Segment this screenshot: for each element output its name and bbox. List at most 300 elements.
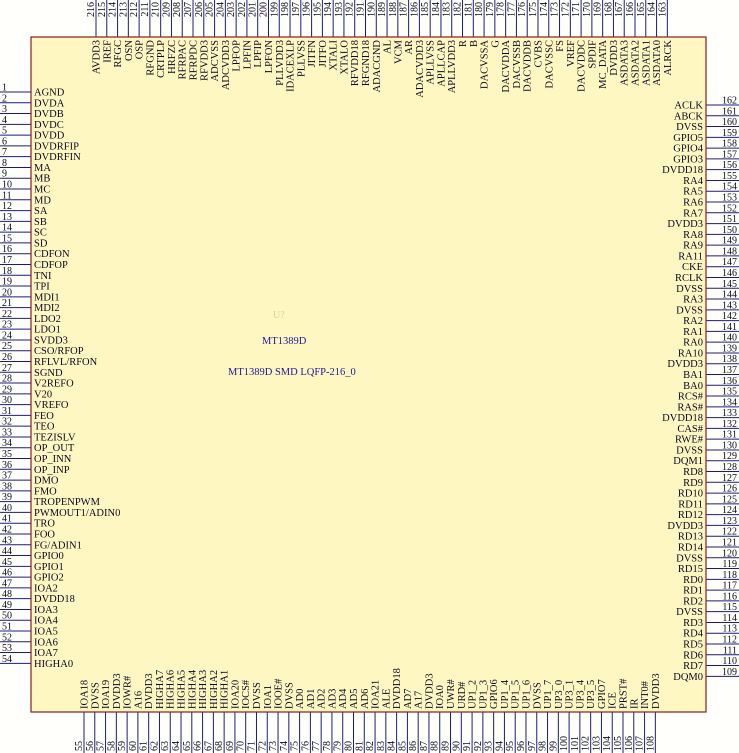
pin-name-top: CVBS <box>533 40 545 68</box>
pin-number-left: 23 <box>2 319 12 331</box>
pin-name-right: GPIO4 <box>673 143 703 155</box>
pin-name-top: IDACEXLP <box>285 40 297 92</box>
pin-name-bottom: IOA18 <box>79 679 91 709</box>
pin-name-bottom: DVDD3 <box>111 673 123 709</box>
pin-name-left: IOA4 <box>34 615 58 627</box>
pin-number-right: 134 <box>722 397 737 409</box>
pin-number-left: 4 <box>2 114 7 126</box>
component-title: MT1389D <box>262 336 307 347</box>
pin-number-top: 194 <box>323 2 335 17</box>
pin-number-right: 117 <box>722 580 737 592</box>
pin-name-bottom: UP1_4 <box>499 679 511 709</box>
pin-number-left: 11 <box>2 190 12 202</box>
pin-name-right: DQM1 <box>673 456 703 468</box>
pin-name-top: ALRCK <box>662 40 674 76</box>
pin-number-left: 24 <box>2 330 12 342</box>
pin-name-bottom: DVSS <box>90 682 102 709</box>
pin-number-right: 162 <box>722 95 737 107</box>
pin-number-right: 116 <box>722 591 737 603</box>
pin-name-top: IREF <box>102 40 114 63</box>
pin-number-bottom: 78 <box>321 741 333 751</box>
pin-name-bottom: IOA0 <box>435 685 447 709</box>
pin-number-right: 132 <box>722 418 737 430</box>
pin-name-top: RFGND <box>145 40 157 76</box>
pin-number-bottom: 107 <box>634 736 646 751</box>
pin-number-bottom: 93 <box>483 741 495 751</box>
pin-number-top: 190 <box>366 2 378 17</box>
pin-name-right: RD15 <box>677 564 703 576</box>
pin-name-bottom: PRST# <box>618 678 630 709</box>
pin-name-left: CDFOP <box>34 259 68 271</box>
pin-number-right: 143 <box>722 300 737 312</box>
pin-number-left: 28 <box>2 373 12 385</box>
pin-name-bottom: UP3_0 <box>553 679 565 709</box>
pin-name-left: TNI <box>34 270 52 282</box>
pin-number-top: 203 <box>226 2 238 17</box>
pin-name-top: JITFN <box>307 40 319 68</box>
pin-name-right: GPIO3 <box>673 154 703 166</box>
pin-number-bottom: 63 <box>160 741 172 751</box>
pin-number-left: 15 <box>2 233 12 245</box>
pin-number-right: 125 <box>722 494 737 506</box>
pin-name-right: RA7 <box>683 208 703 220</box>
pin-name-right: RD12 <box>677 510 703 522</box>
pin-name-top: RFRPAC <box>177 40 189 80</box>
pin-name-bottom: AD1 <box>305 688 317 709</box>
pin-name-top: ADACVDD3 <box>414 40 426 98</box>
pin-name-left: DVDD <box>34 130 65 142</box>
pin-name-bottom: DVDD3 <box>424 673 436 709</box>
pin-name-left: FEO <box>34 410 54 422</box>
pin-name-left: DVDA <box>34 98 65 110</box>
pin-name-bottom: DVDD18 <box>392 668 404 709</box>
pin-name-right: DVSS <box>676 607 703 619</box>
pin-number-right: 130 <box>722 440 737 452</box>
pin-name-left: MDI2 <box>34 303 60 315</box>
pin-name-left: AGND <box>34 87 65 99</box>
pin-name-bottom: A17 <box>413 690 425 709</box>
pin-name-bottom: UP3_5 <box>586 679 598 709</box>
pin-name-right: RA9 <box>683 240 703 252</box>
pin-name-left: TROPENPWM <box>34 497 100 509</box>
pin-name-left: SA <box>34 206 48 218</box>
pin-name-top: OSN <box>123 40 135 62</box>
pin-number-right: 147 <box>722 257 737 269</box>
pin-name-top: XTALI <box>328 40 340 71</box>
pin-name-top: PLLVDD3 <box>274 40 286 86</box>
pin-name-left: PWMOUT1/ADIN0 <box>34 507 121 519</box>
pin-number-bottom: 55 <box>74 741 85 751</box>
pin-name-left: CDFON <box>34 249 70 261</box>
pin-name-right: RD3 <box>683 617 703 629</box>
pin-name-right: DVSS <box>676 305 703 317</box>
pin-number-top: 208 <box>172 2 184 17</box>
pin-number-left: 5 <box>2 125 7 137</box>
pin-number-right: 161 <box>722 106 737 118</box>
pin-number-left: 20 <box>2 287 12 299</box>
pin-name-left: GPIO0 <box>34 551 64 563</box>
pin-number-top: 163 <box>657 2 669 17</box>
pin-name-left: HIGHA0 <box>34 658 74 670</box>
pin-number-bottom: 103 <box>591 736 603 751</box>
pin-name-bottom: UP1_2 <box>467 679 479 709</box>
pin-name-right: CKE <box>682 262 703 274</box>
pin-number-right: 111 <box>722 645 737 657</box>
pin-number-top: 204 <box>215 2 227 17</box>
pin-name-bottom: IOA1 <box>262 685 274 709</box>
pin-name-top: DACVSSA <box>479 39 491 90</box>
pin-number-left: 50 <box>2 610 12 622</box>
pin-number-top: 185 <box>420 2 432 17</box>
ref-designator: U? <box>273 310 285 321</box>
pin-number-bottom: 88 <box>429 741 441 751</box>
pin-number-bottom: 87 <box>418 741 430 751</box>
pin-number-top: 188 <box>387 2 399 17</box>
pin-name-left: DVDRFIP <box>34 141 79 153</box>
pin-name-left: FG/ADIN1 <box>34 540 82 552</box>
pin-number-right: 145 <box>722 278 737 290</box>
pin-number-right: 136 <box>722 375 737 387</box>
pin-number-left: 21 <box>2 298 12 310</box>
pin-name-bottom: UP3_1 <box>564 679 576 709</box>
pin-name-right: RA2 <box>683 316 703 328</box>
pin-name-right: RA10 <box>677 348 703 360</box>
pin-number-top: 177 <box>506 2 518 17</box>
pin-name-left: OP_INP <box>34 464 70 476</box>
pin-number-bottom: 106 <box>623 736 635 751</box>
pin-name-bottom: AD6 <box>359 688 371 709</box>
pin-name-bottom: DVDD3 <box>144 673 156 709</box>
pin-number-top: 206 <box>193 2 205 17</box>
pin-name-bottom: URD# <box>456 681 468 709</box>
pin-name-right: RA6 <box>683 197 703 209</box>
pin-number-left: 34 <box>2 438 12 450</box>
pin-number-left: 43 <box>2 535 12 547</box>
pin-number-bottom: 60 <box>127 741 139 751</box>
pin-name-bottom: HIGHA1 <box>219 669 231 709</box>
pin-number-left: 14 <box>2 222 12 234</box>
pin-name-top: RFVDD3 <box>199 40 211 81</box>
pin-name-left: IOA6 <box>34 637 58 649</box>
pin-number-top: 200 <box>258 2 270 17</box>
pin-number-right: 144 <box>722 289 737 301</box>
pin-name-bottom: AD0 <box>295 688 307 709</box>
pin-name-right: RA3 <box>683 294 703 306</box>
pin-name-top: FS <box>555 40 567 52</box>
pin-number-top: 191 <box>355 2 367 17</box>
pin-number-bottom: 68 <box>214 741 226 751</box>
pin-number-bottom: 96 <box>515 741 527 751</box>
pin-number-left: 25 <box>2 341 12 353</box>
pin-number-top: 168 <box>603 2 615 17</box>
pin-name-right: DQM0 <box>673 671 703 683</box>
pin-number-top: 184 <box>430 2 442 17</box>
pin-name-right: RCS# <box>677 391 703 403</box>
pin-number-top: 210 <box>150 2 162 17</box>
pin-number-top: 189 <box>377 2 389 17</box>
pin-name-right: RA0 <box>683 337 703 349</box>
pin-number-bottom: 81 <box>354 741 366 751</box>
pin-name-top: ASDATA0 <box>652 40 664 86</box>
pin-number-left: 33 <box>2 427 12 439</box>
pin-name-bottom: DVSS <box>284 682 296 709</box>
pin-number-top: 173 <box>549 2 561 17</box>
pin-number-left: 31 <box>2 405 12 417</box>
pin-number-left: 38 <box>2 481 12 493</box>
pin-number-top: 212 <box>129 2 141 17</box>
pin-name-bottom: UP1_6 <box>521 679 533 709</box>
pin-name-left: IOA3 <box>34 604 58 616</box>
pin-number-top: 167 <box>614 2 626 17</box>
pin-name-left: MB <box>34 173 51 185</box>
pin-number-right: 138 <box>722 354 737 366</box>
pin-number-top: 211 <box>139 2 151 17</box>
pin-number-left: 27 <box>2 362 12 374</box>
pin-number-right: 160 <box>722 117 737 129</box>
pin-name-right: RA1 <box>683 326 703 338</box>
pin-name-left: IOA2 <box>34 583 58 595</box>
pin-name-right: RA4 <box>683 175 703 187</box>
pin-name-bottom: AD2 <box>316 688 328 709</box>
pin-number-bottom: 92 <box>472 741 484 751</box>
pin-number-bottom: 99 <box>548 741 560 751</box>
pin-name-right: RD5 <box>683 639 703 651</box>
pin-name-bottom: UP1_3 <box>478 679 490 709</box>
pin-name-right: RD1 <box>683 585 703 597</box>
pin-number-right: 150 <box>722 224 737 236</box>
pin-number-left: 44 <box>2 546 12 558</box>
pin-name-right: RD13 <box>677 531 703 543</box>
pin-name-bottom: IOA21 <box>370 679 382 709</box>
pin-number-top: 176 <box>517 2 529 17</box>
pin-number-left: 54 <box>2 653 12 665</box>
pin-name-bottom: AD5 <box>349 688 360 709</box>
pin-name-left: SD <box>34 238 48 250</box>
pin-number-top: 193 <box>333 2 345 17</box>
pin-number-right: 151 <box>722 214 737 226</box>
pin-number-top: 197 <box>290 2 302 17</box>
pin-name-right: RD11 <box>678 499 703 511</box>
pin-number-bottom: 91 <box>462 741 474 751</box>
pin-number-left: 22 <box>2 308 12 320</box>
pin-number-left: 26 <box>2 352 12 363</box>
pin-number-left: 9 <box>2 168 7 180</box>
pin-name-top: VCM <box>393 40 405 64</box>
pin-number-bottom: 79 <box>332 741 344 751</box>
pin-number-right: 140 <box>722 332 737 344</box>
pin-number-bottom: 89 <box>440 741 452 751</box>
pin-name-bottom: DVDD3 <box>650 673 662 709</box>
pin-name-bottom: IOWR# <box>122 675 134 709</box>
pin-name-right: BA0 <box>683 380 703 392</box>
pin-name-bottom: AD3 <box>327 688 339 709</box>
pin-number-right: 135 <box>722 386 737 398</box>
pin-name-top: LPFIN <box>242 39 254 70</box>
pin-name-right: DVDD3 <box>667 520 703 532</box>
pin-name-right: DVSS <box>676 122 703 134</box>
pin-name-left: DVDC <box>34 119 64 131</box>
pin-name-right: BA1 <box>683 370 703 381</box>
pin-name-left: IOA7 <box>34 648 58 660</box>
pin-number-right: 120 <box>722 548 737 560</box>
pin-name-bottom: HIGHA4 <box>187 669 199 709</box>
pin-number-right: 119 <box>722 559 737 571</box>
pin-number-right: 109 <box>722 666 737 678</box>
pin-number-right: 122 <box>722 526 737 538</box>
pin-name-left: FOO <box>34 529 56 541</box>
pin-number-bottom: 75 <box>289 741 301 751</box>
pin-name-bottom: ALE <box>381 688 393 709</box>
pin-name-left: FMO <box>34 486 57 498</box>
pin-number-right: 118 <box>722 569 737 581</box>
pin-name-top: RFVDD18 <box>350 40 362 87</box>
pin-number-top: 215 <box>96 2 108 17</box>
pin-name-left: V2REFO <box>34 378 74 390</box>
pin-name-left: DVDB <box>34 109 64 121</box>
pin-number-left: 52 <box>2 632 12 644</box>
pin-number-right: 156 <box>722 160 737 172</box>
pin-name-right: ABCK <box>673 111 703 123</box>
pin-number-bottom: 82 <box>365 741 377 751</box>
pin-number-right: 110 <box>722 656 737 668</box>
pin-name-right: GPIO5 <box>673 132 703 144</box>
pin-number-bottom: 57 <box>95 741 107 751</box>
pin-number-bottom: 108 <box>645 736 657 751</box>
pin-name-right: RWE# <box>675 434 703 446</box>
pin-number-top: 183 <box>441 2 453 17</box>
pin-number-bottom: 101 <box>569 736 581 751</box>
pin-number-bottom: 67 <box>203 741 215 751</box>
pin-number-right: 148 <box>722 246 737 258</box>
pin-number-right: 133 <box>722 408 737 420</box>
pin-name-top: MC_DATA <box>598 40 610 89</box>
pin-name-top: DACVSSC <box>544 40 556 89</box>
pin-name-left: TRO <box>34 518 55 530</box>
pin-name-left: MA <box>34 162 51 174</box>
pin-number-top: 198 <box>280 2 292 17</box>
pin-number-right: 152 <box>722 203 737 215</box>
pin-name-top: LPFIP <box>253 40 265 68</box>
pin-name-left: GPIO1 <box>34 561 64 573</box>
pin-number-bottom: 98 <box>537 741 549 751</box>
pin-number-left: 46 <box>2 567 12 579</box>
pin-number-top: 195 <box>312 2 324 17</box>
pin-number-right: 127 <box>722 472 737 484</box>
pin-name-left: VREFO <box>34 400 69 412</box>
pin-name-left: SVDD3 <box>34 335 68 347</box>
pin-name-left: V20 <box>34 389 53 401</box>
pin-name-left: SGND <box>34 367 63 379</box>
pin-name-right: DVSS <box>676 445 703 457</box>
pin-number-right: 142 <box>722 311 737 323</box>
pin-number-right: 154 <box>722 181 737 193</box>
pin-number-top: 182 <box>452 2 464 17</box>
pin-number-left: 19 <box>2 276 12 288</box>
pin-number-left: 40 <box>2 502 12 514</box>
pin-number-right: 131 <box>722 429 737 441</box>
pin-number-right: 139 <box>722 343 737 355</box>
pin-number-right: 153 <box>722 192 737 204</box>
pin-name-top: HRFZC <box>166 40 178 74</box>
pin-name-left: LDO1 <box>34 324 61 336</box>
pin-number-top: 175 <box>527 2 539 17</box>
pin-name-bottom: HIGHA7 <box>154 669 166 709</box>
pin-number-left: 18 <box>2 265 12 277</box>
pin-number-left: 7 <box>2 147 7 159</box>
pin-name-left: CSO/RFOP <box>34 346 84 358</box>
pin-number-bottom: 97 <box>526 741 538 751</box>
pin-number-right: 114 <box>722 612 737 624</box>
pin-number-left: 37 <box>2 470 12 482</box>
pin-number-right: 129 <box>722 451 737 463</box>
pin-number-bottom: 86 <box>408 741 420 751</box>
pin-number-top: 171 <box>571 2 583 17</box>
pin-name-left: SC <box>34 227 47 239</box>
pin-name-bottom: UWR# <box>446 679 458 709</box>
pin-number-bottom: 58 <box>106 741 118 751</box>
pin-name-right: DVDD3 <box>667 219 703 231</box>
pin-number-top: 202 <box>236 1 248 17</box>
pin-number-bottom: 71 <box>246 741 258 751</box>
pin-name-left: IOA5 <box>34 626 58 638</box>
pin-name-bottom: UP3_4 <box>575 679 587 709</box>
pin-name-top: JITFO <box>317 40 329 68</box>
pin-name-right: RD4 <box>683 628 703 640</box>
pin-number-left: 6 <box>2 136 7 148</box>
pin-number-top: 165 <box>635 2 647 17</box>
pin-name-right: RA11 <box>678 251 703 263</box>
pin-name-top: RFGND18 <box>361 40 372 87</box>
pin-name-top: APLLCAP <box>436 40 448 87</box>
pin-name-bottom: HIGHA6 <box>165 669 177 709</box>
pin-name-top: DVDD3 <box>608 40 620 76</box>
pin-number-left: 51 <box>2 621 12 633</box>
pin-number-top: 169 <box>592 2 604 17</box>
pin-number-bottom: 66 <box>192 741 204 751</box>
pin-name-top: ADCVSS <box>210 40 222 82</box>
pin-name-top: LPFOP <box>231 40 243 72</box>
pin-name-left: RFLVL/RFON <box>34 357 98 368</box>
pin-name-right: DVDD18 <box>662 165 703 177</box>
chip-body <box>31 37 706 712</box>
pin-name-right: ACLK <box>674 100 703 112</box>
pin-name-top: VREF <box>565 40 577 67</box>
pin-number-top: 181 <box>463 2 475 17</box>
pin-number-left: 47 <box>2 578 12 590</box>
pin-name-top: ASDATA1 <box>641 40 653 86</box>
pin-number-bottom: 69 <box>224 741 236 751</box>
pin-number-left: 8 <box>2 157 7 169</box>
pin-name-bottom: INT0# <box>640 681 652 709</box>
pin-name-bottom: A16 <box>133 690 145 709</box>
pin-name-bottom: IOA20 <box>230 679 242 709</box>
pin-name-top: ADACGND <box>371 40 383 93</box>
pin-number-bottom: 80 <box>343 741 355 751</box>
pin-number-left: 32 <box>2 416 12 428</box>
pin-name-top: AR <box>404 40 416 55</box>
pin-number-bottom: 62 <box>149 741 161 751</box>
pin-number-left: 48 <box>2 589 12 601</box>
pin-name-top: DACVDDC <box>576 40 588 92</box>
pin-name-bottom: AD7 <box>402 688 414 709</box>
pin-name-left: DVDD18 <box>34 594 75 606</box>
pin-name-left: GPIO2 <box>34 572 64 584</box>
pin-name-left: SB <box>34 216 47 228</box>
pin-name-top: APLLVDD3 <box>447 40 459 94</box>
pin-name-left: DVDRFIN <box>34 152 81 164</box>
pin-name-top: OSP <box>134 40 146 60</box>
pin-name-top: B <box>468 40 480 48</box>
